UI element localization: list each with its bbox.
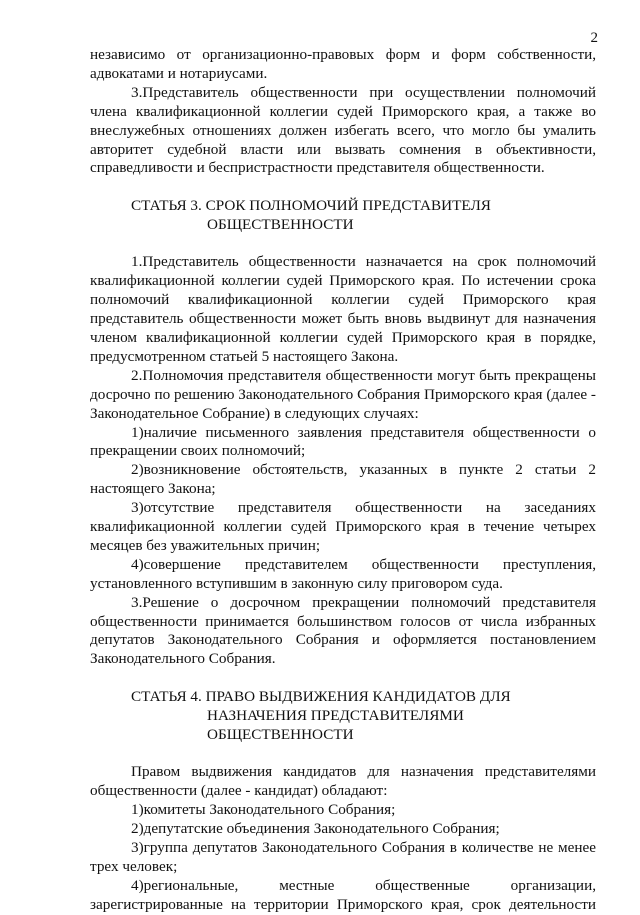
- page-number: 2: [590, 30, 598, 46]
- paragraph: 3)группа депутатов Законодательного Собрания в количестве не менее трех человек;: [90, 838, 596, 875]
- paragraph: 2)возникновение обстоятельств, указанных в пункте 2 статьи 2 настоящего Закона;: [90, 461, 596, 498]
- paragraph: 3)отсутствие представителя общественности на заседаниях квалификационной коллегии судей Приморского края в течение четырех месяцев без уважительных причин;: [90, 499, 596, 554]
- article-heading-line: НАЗНАЧЕНИЯ ПРЕДСТАВИТЕЛЯМИ: [207, 707, 464, 725]
- spacer: [90, 744, 596, 763]
- article-heading-line: СТАТЬЯ 3. СРОК ПОЛНОМОЧИЙ ПРЕДСТАВИТЕЛЯ: [131, 197, 491, 215]
- article-heading-line: ОБЩЕСТВЕННОСТИ: [207, 726, 354, 744]
- paragraph: 2.Полномочия представителя общественности могут быть прекращены досрочно по решению Законодательного Собрания Приморского края (далее - Законодательное Собрание) в следующих случаях:: [90, 366, 596, 422]
- paragraph: Правом выдвижения кандидатов для назначения представителями общественности (далее - кандидат) обладают:: [90, 763, 596, 800]
- paragraph: 1)комитеты Законодательного Собрания;: [131, 801, 396, 819]
- spacer: [90, 234, 596, 253]
- article-heading-line: ОБЩЕСТВЕННОСТИ: [207, 216, 354, 234]
- paragraph: 4)региональные, местные общественные организации, зарегистрированные на территории Приморского края, срок деятельности: [90, 876, 596, 913]
- paragraph: 4)совершение представителем общественности преступления, установленного вступившим в законную силу приговором суда.: [90, 555, 596, 592]
- paragraph: 3.Решение о досрочном прекращении полномочий представителя общественности принимается большинством голосов от числа избранных депутатов Законодательного Собрания и оформляется постановлением Законодательного Собрания.: [90, 593, 596, 668]
- document-body: [90, 46, 596, 915]
- article-heading: [90, 687, 596, 744]
- paragraph: 3.Представитель общественности при осуществлении полномочий члена квалификационной коллегии судей Приморского края, а также во внеслужебных отношениях должен избегать всего, что могло бы умалить авторитет судебной власти или вызвать сомнения в объективности, справедливости и беспристрастности представителя общественности.: [90, 83, 596, 177]
- paragraph: 1.Представитель общественности назначается на срок полномочий квалификационной коллегии судей Приморского края. По истечении срока полномочий квалификационной коллегии судей Приморского края представитель общественности может быть вновь выдвинут для назначения членом квалификационной коллегии судей Приморского края в порядке, предусмотренном статьей 5 настоящего Закона.: [90, 253, 596, 365]
- paragraph: 1)наличие письменного заявления представителя общественности о прекращении своих полномочий;: [90, 423, 596, 460]
- paragraph: независимо от организационно-правовых форм и форм собственности, адвокатами и нотариусами.: [90, 46, 596, 82]
- article-heading: [90, 196, 596, 234]
- paragraph: 2)депутатские объединения Законодательного Собрания;: [131, 820, 500, 837]
- article-heading-line: СТАТЬЯ 4. ПРАВО ВЫДВИЖЕНИЯ КАНДИДАТОВ ДЛЯ: [131, 688, 511, 706]
